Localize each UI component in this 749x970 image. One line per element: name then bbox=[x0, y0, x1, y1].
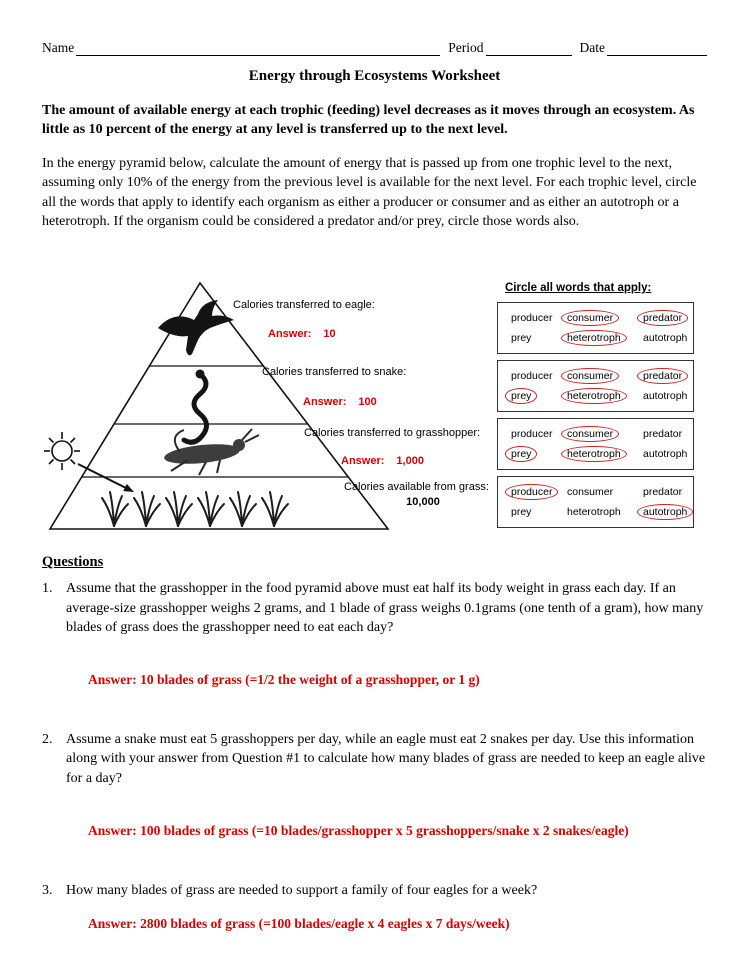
pyramid-label-grass: Calories available from grass: bbox=[344, 481, 489, 493]
word-box-grass bbox=[497, 476, 694, 528]
name-blank-line bbox=[76, 40, 440, 56]
question-3-text: How many blades of grass are needed to support a family of four eagles for a week? bbox=[66, 882, 538, 898]
period-blank-line bbox=[486, 40, 572, 56]
question-1 bbox=[42, 579, 707, 638]
word-panel-heading: Circle all words that apply: bbox=[505, 282, 652, 294]
answer-value: 1,000 bbox=[396, 455, 424, 467]
word-row bbox=[498, 388, 693, 404]
word-panel-boxes bbox=[497, 302, 694, 528]
period-label: Period bbox=[448, 40, 484, 55]
question-3-number: 3. bbox=[42, 882, 53, 898]
word-row bbox=[498, 426, 693, 442]
word-prey-circled: prey bbox=[505, 388, 537, 404]
word-consumer-circled: consumer bbox=[561, 426, 619, 442]
date-label: Date bbox=[579, 40, 605, 55]
word-autotroph: autotroph bbox=[643, 332, 688, 345]
word-producer: producer bbox=[511, 369, 553, 382]
word-consumer-circled: consumer bbox=[561, 368, 619, 384]
word-predator-circled: predator bbox=[637, 310, 688, 326]
word-heterotroph-circled: heterotroph bbox=[561, 388, 627, 404]
word-autotroph: autotroph bbox=[643, 448, 688, 461]
word-row bbox=[498, 446, 693, 462]
pyramid-label-eagle: Calories transferred to eagle: bbox=[233, 299, 375, 311]
word-prey: prey bbox=[511, 506, 532, 519]
word-heterotroph: heterotroph bbox=[567, 506, 621, 519]
word-prey-circled: prey bbox=[505, 446, 537, 462]
questions-section bbox=[42, 554, 707, 932]
question-3-answer: Answer: 2800 blades of grass (=100 blades/eagle x 4 eagles x 7 days/week) bbox=[88, 916, 510, 932]
word-producer: producer bbox=[511, 427, 553, 440]
word-autotroph-circled: autotroph bbox=[637, 504, 693, 520]
word-row bbox=[498, 504, 693, 520]
word-consumer: consumer bbox=[567, 485, 614, 498]
question-2-text: Assume a snake must eat 5 grasshoppers per day, while an eagle must eat 2 snakes per day. Use this information along with your answer from Question #1 to calculate how many blades of grass are needed to keep an eagle alive for a day? bbox=[66, 731, 706, 786]
question-1-text: Assume that the grasshopper in the food pyramid above must eat half its body weight in grass each day. If an average-size grasshopper weighs 2 grams, and 1 blade of grass weighs 0.1grams (one tenth of a gram), how many blades of grass does the grasshopper need to eat each day? bbox=[66, 581, 704, 636]
word-box-eagle bbox=[497, 302, 694, 354]
date-blank-line bbox=[607, 40, 707, 56]
question-1-answer: Answer: 10 blades of grass (=1/2 the weight of a grasshopper, or 1 g) bbox=[88, 671, 480, 687]
question-1-number: 1. bbox=[42, 581, 53, 596]
word-box-snake bbox=[497, 360, 694, 412]
intro-body-paragraph: In the energy pyramid below, calculate the amount of energy that is passed up from one trophic level to the next, assuming only 10% of the energy from the previous level is available for the next level. For each trophic level, circle all the words that apply to identify each organism as either a producer or consumer and as either an autotroph or a heterotroph. If the organism could be considered a predator and/or prey, circle those words also. bbox=[42, 155, 697, 230]
word-row bbox=[498, 310, 693, 326]
answer-value: 10 bbox=[323, 328, 336, 340]
header-fill-in-line bbox=[42, 40, 707, 56]
pyramid-value-grass: 10,000 bbox=[406, 496, 440, 508]
word-predator-circled: predator bbox=[637, 368, 688, 384]
word-predator: predator bbox=[643, 485, 683, 498]
answer-label: Answer: bbox=[268, 328, 312, 340]
pyramid-answer-grasshopper bbox=[341, 455, 424, 467]
word-producer: producer bbox=[511, 311, 553, 324]
question-2-number: 2. bbox=[42, 731, 53, 747]
pyramid-answer-eagle bbox=[268, 328, 336, 340]
pyramid-label-snake: Calories transferred to snake: bbox=[262, 366, 407, 378]
worksheet-title: Energy through Ecosystems Worksheet bbox=[248, 68, 501, 84]
answer-label: Answer: bbox=[303, 396, 347, 408]
word-heterotroph-circled: heterotroph bbox=[561, 446, 627, 462]
question-2-answer: Answer: 100 blades of grass (=10 blades/grasshopper x 5 grasshoppers/snake x 2 snakes/eagle) bbox=[88, 822, 629, 838]
question-2 bbox=[42, 730, 707, 789]
sun-icon bbox=[44, 432, 80, 470]
pyramid-label-grasshopper: Calories transferred to grasshopper: bbox=[304, 427, 481, 439]
word-heterotroph-circled: heterotroph bbox=[561, 330, 627, 346]
word-prey: prey bbox=[511, 332, 532, 345]
question-3 bbox=[42, 881, 707, 901]
word-predator: predator bbox=[643, 427, 683, 440]
word-autotroph: autotroph bbox=[643, 390, 688, 403]
word-consumer-circled: consumer bbox=[561, 310, 619, 326]
word-row bbox=[498, 368, 693, 384]
answer-label: Answer: bbox=[341, 455, 385, 467]
word-row bbox=[498, 484, 693, 500]
pyramid-answer-snake bbox=[303, 396, 377, 408]
energy-pyramid-diagram bbox=[42, 276, 707, 546]
name-label: Name bbox=[42, 40, 75, 55]
word-row bbox=[498, 330, 693, 346]
word-panel bbox=[497, 282, 694, 534]
intro-bold-paragraph: The amount of available energy at each trophic (feeding) level decreases as it moves through an ecosystem. As little as 10 percent of the energy at any level is transferred up to the next level. bbox=[42, 103, 695, 138]
questions-heading: Questions bbox=[42, 554, 104, 570]
word-box-grasshopper bbox=[497, 418, 694, 470]
word-producer-circled: producer bbox=[505, 484, 558, 500]
answer-value: 100 bbox=[358, 396, 377, 408]
